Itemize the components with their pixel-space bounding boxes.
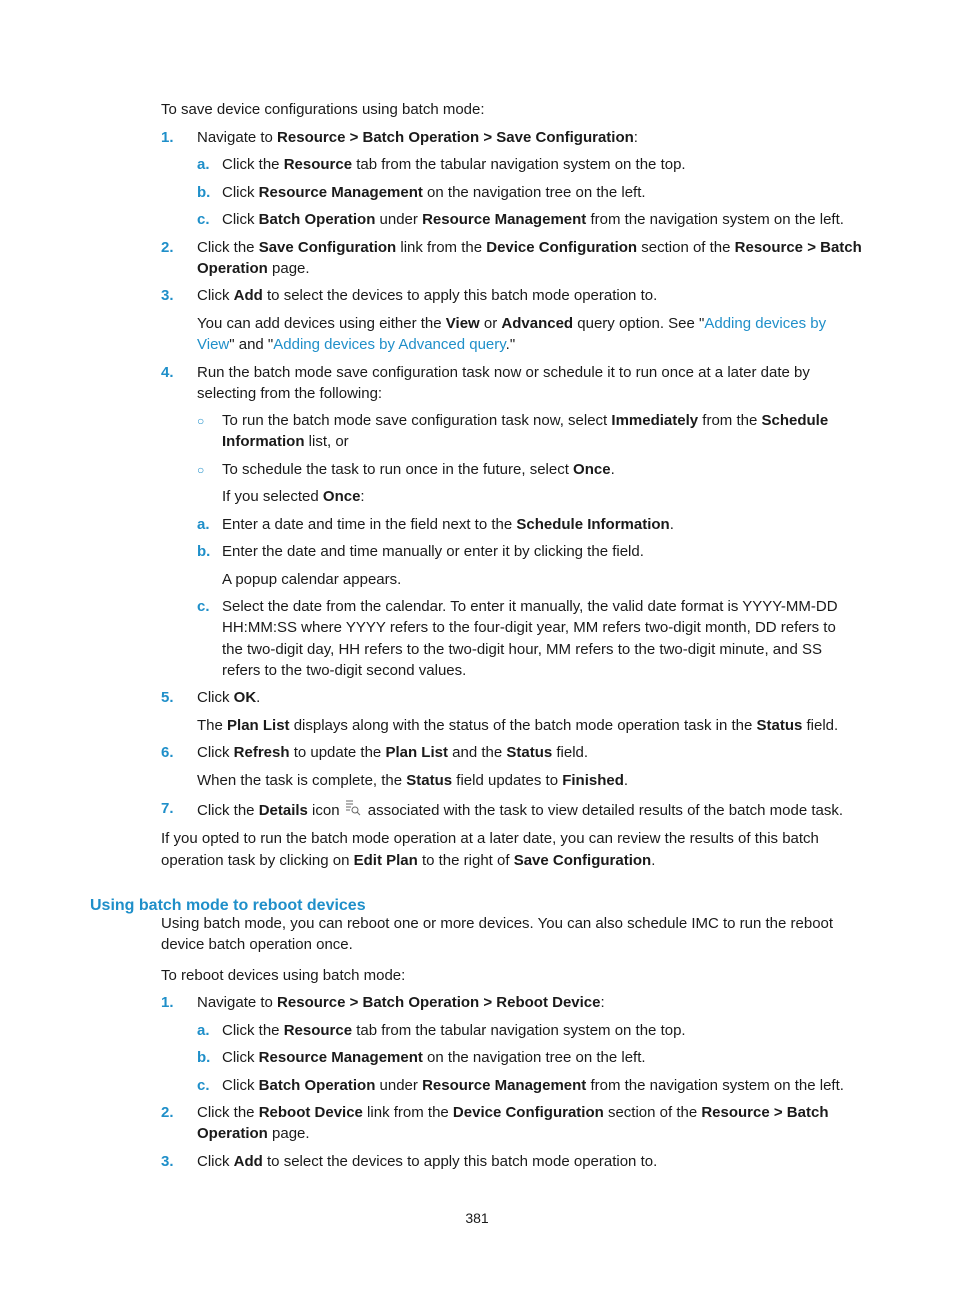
adding-devices-by-advanced-query-link[interactable]: Adding devices by Advanced query [273, 336, 506, 353]
substep-letter: a. [197, 1022, 210, 1039]
reboot-step-3: Click Add to select the devices to apply this batch mode operation to. [197, 1153, 658, 1170]
substep-letter: a. [197, 156, 210, 173]
adding-devices-by-view-link-cont[interactable]: View [197, 336, 230, 353]
step-4c-line-2: HH:MM:SS where YYYY refers to the four-digit year, MM refers two-digit month, DD refers to [222, 619, 836, 636]
substep-letter: b. [197, 184, 211, 201]
step-4c-line-1: Select the date from the calendar. To enter it manually, the valid date format is YYYY-MM-DD [222, 598, 838, 615]
substep-letter: c. [197, 598, 210, 615]
adding-devices-by-view-link[interactable]: Adding devices by [704, 315, 827, 332]
bullet-immediately-line-2: Information list, or [222, 433, 349, 450]
step-number: 7. [161, 800, 174, 817]
step-4c-line-4: refers to the two-digit second values. [222, 662, 467, 679]
step-3-note-line-1: You can add devices using either the View or Advanced query option. See "Adding devices by [197, 315, 827, 332]
step-1a: Click the Resource tab from the tabular navigation system on the top. [222, 156, 686, 173]
step-number: 2. [161, 239, 174, 256]
step-1: Navigate to Resource > Batch Operation > Save Configuration: [197, 129, 638, 146]
popup-note: A popup calendar appears. [222, 571, 402, 588]
reboot-steps-intro: To reboot devices using batch mode: [161, 967, 406, 984]
bullet-immediately-line-1: To run the batch mode save configuration task now, select Immediately from the Schedule [222, 412, 829, 429]
substep-letter: b. [197, 1049, 211, 1066]
substep-letter: b. [197, 543, 211, 560]
once-note: If you selected Once: [222, 488, 365, 505]
page-number: 381 [465, 1210, 489, 1226]
step-number: 4. [161, 364, 174, 381]
step-5: Click OK. [197, 689, 261, 706]
reboot-intro-line-2: device batch operation once. [161, 936, 353, 953]
step-2-line-2: Operation page. [197, 260, 310, 277]
later-note-line-1: If you opted to run the batch mode operation at a later date, you can review the results of this batch [161, 830, 819, 847]
details-icon [342, 799, 362, 823]
reboot-step-1b: Click Resource Management on the navigation tree on the left. [222, 1049, 646, 1066]
reboot-step-1: Navigate to Resource > Batch Operation > Reboot Device: [197, 994, 605, 1011]
step-2-line-1: Click the Save Configuration link from the Device Configuration section of the Resource > Batch [197, 239, 862, 256]
bullet-icon: ○ [197, 463, 205, 477]
substep-letter: c. [197, 211, 210, 228]
step-4c-line-3: the two-digit day, HH refers to the two-digit hour, MM refers to the two-digit minute, and SS [222, 641, 822, 658]
step-number: 1. [161, 994, 174, 1011]
step-4-line-2: selecting from the following: [197, 385, 383, 402]
later-note-line-2: operation task by clicking on Edit Plan to the right of Save Configuration. [161, 852, 656, 869]
step-number: 3. [161, 1153, 174, 1170]
step-3: Click Add to select the devices to apply this batch mode operation to. [197, 287, 658, 304]
step-4a: Enter a date and time in the field next to the Schedule Information. [222, 516, 674, 533]
reboot-step-2-line-2: Operation page. [197, 1125, 310, 1142]
step-4-line-1: Run the batch mode save configuration task now or schedule it to run once at a later date by [197, 364, 810, 381]
step-6-note: When the task is complete, the Status field updates to Finished. [197, 772, 629, 789]
reboot-step-1a: Click the Resource tab from the tabular navigation system on the top. [222, 1022, 686, 1039]
step-1b: Click Resource Management on the navigation tree on the left. [222, 184, 646, 201]
reboot-step-1c: Click Batch Operation under Resource Management from the navigation system on the left. [222, 1077, 844, 1094]
substep-letter: a. [197, 516, 210, 533]
step-number: 5. [161, 689, 174, 706]
step-6: Click Refresh to update the Plan List and the Status field. [197, 744, 589, 761]
step-3-note-line-2: View" and "Adding devices by Advanced query." [197, 336, 516, 353]
save-intro: To save device configurations using batch mode: [161, 101, 485, 118]
step-number: 2. [161, 1104, 174, 1121]
step-7: Click the Details icon associated with the task to view detailed results of the batch mode task. [197, 799, 843, 823]
step-number: 6. [161, 744, 174, 761]
section-heading: Using batch mode to reboot devices [90, 897, 366, 915]
step-4b: Enter the date and time manually or enter it by clicking the field. [222, 543, 644, 560]
step-1c: Click Batch Operation under Resource Management from the navigation system on the left. [222, 211, 844, 228]
reboot-intro-line-1: Using batch mode, you can reboot one or more devices. You can also schedule IMC to run the reboot [161, 915, 834, 932]
bullet-once: To schedule the task to run once in the future, select Once. [222, 461, 615, 478]
step-number: 3. [161, 287, 174, 304]
step-5-note: The Plan List displays along with the status of the batch mode operation task in the Status field. [197, 717, 839, 734]
substep-letter: c. [197, 1077, 210, 1094]
bullet-icon: ○ [197, 414, 205, 428]
step-number: 1. [161, 129, 174, 146]
reboot-step-2-line-1: Click the Reboot Device link from the Device Configuration section of the Resource > Batch [197, 1104, 829, 1121]
